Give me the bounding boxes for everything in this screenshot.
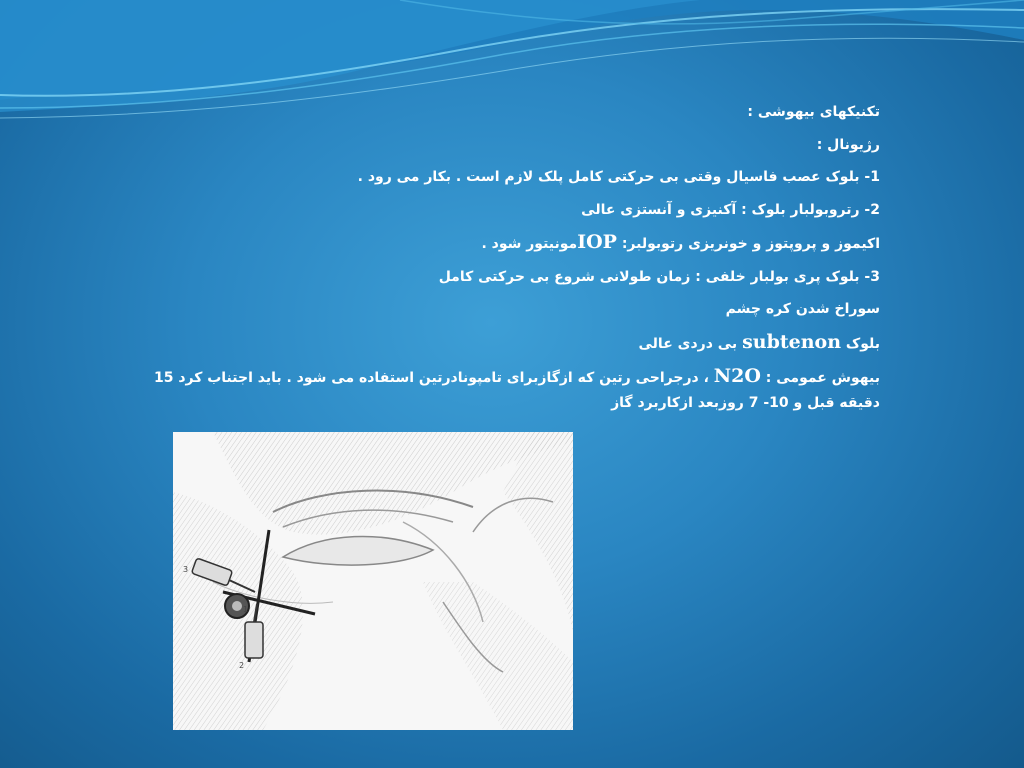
text-line-1: 1- بلوک عصب فاسیال وقتی بی حرکتی کامل پلک لازم است . بکار می رود . — [357, 169, 880, 185]
eye-illustration-svg — [173, 432, 573, 730]
text-line-6-b: بی دردی عالی — [638, 335, 738, 352]
text-line-6-a: بلوک — [845, 335, 880, 352]
text-line-3 — [110, 226, 880, 261]
text-line-7-b: ، درجراحی رتین که ازگازبرای تامپونادرتین استفاده می شود . باید اجتناب کرد 15 دقیقه قبل و 10- 7 روزبعد ازکاربرد گاز — [153, 370, 880, 411]
text-line-4: 3- بلوک پری بولبار خلفی : زمان طولانی شروع بی حرکتی کامل — [438, 268, 880, 285]
text-line-6 — [110, 326, 880, 361]
text-line-7-a: بیهوش عمومی : — [765, 370, 880, 386]
iop-term: IOP — [577, 231, 617, 253]
figure-label-3: 3 — [183, 565, 189, 574]
section-title: رژیونال : — [816, 136, 880, 153]
eye-block-illustration — [173, 432, 573, 730]
slide-body — [110, 96, 880, 416]
figure-label-1: 1 — [243, 605, 249, 614]
n2o-term: N2O — [713, 365, 761, 387]
text-line-3-a: اکیموز و پروپتوز و خونریزی رتوبولبر: — [621, 236, 880, 252]
heading: تکنیکهای بیهوشی : — [747, 104, 880, 120]
text-line-2: 2- رتروبولبار بلوک : آکنیزی و آنستزی عالی — [581, 201, 880, 218]
text-line-7 — [110, 364, 880, 416]
text-line-5: سوراخ شدن کره چشم — [725, 301, 880, 317]
figure-label-2: 2 — [239, 661, 245, 670]
text-line-3-b: مونیتور شود . — [481, 236, 578, 252]
subtenon-term: subtenon — [742, 330, 842, 353]
